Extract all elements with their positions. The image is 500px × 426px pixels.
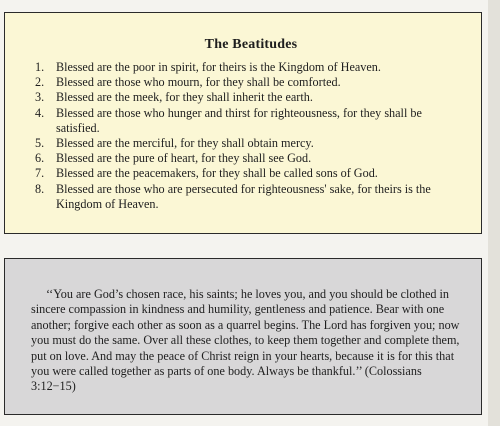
beatitude-number: 8. (35, 181, 45, 196)
beatitude-item (35, 106, 467, 136)
beatitude-text: Blessed are those who mourn, for they shall be comforted. (56, 75, 341, 90)
beatitude-item (35, 90, 467, 105)
beatitude-text: Blessed are those who are persecuted for righteousness' sake, for theirs is the Kingdom of Heaven. (56, 181, 431, 211)
beatitude-text: Blessed are those who hunger and thirst for righteousness, for they shall be satisfied. (56, 105, 422, 135)
colossians-quote: ‘‘You are God’s chosen race, his saints; he loves you, and you should be clothed in sincere compassion in kindness and humility, gentleness and patience. Bear with one another; forgive each other as soon as a quarrel begins. The Lord has forgiven you; now you must do the same. Over all these clothes, to keep them together and complete them, put on love. And may the peace of Christ reign in your hearts, because it is for this that you were called together as parts of one body. Always be thankful.’’ (Colossians 3:12−15) (31, 287, 460, 394)
beatitude-text: Blessed are the pure of heart, for they shall see God. (56, 151, 312, 166)
beatitude-item (35, 166, 467, 181)
beatitude-number: 4. (35, 105, 45, 120)
beatitude-text: Blessed are the merciful, for they shall obtain mercy. (56, 136, 314, 151)
beatitude-number: 2. (35, 75, 45, 90)
beatitudes-box (4, 12, 482, 234)
beatitude-item (35, 151, 467, 166)
beatitude-item (35, 182, 467, 212)
beatitude-text: Blessed are the poor in spirit, for theirs is the Kingdom of Heaven. (56, 60, 381, 74)
beatitudes-list (35, 60, 467, 212)
beatitude-text: Blessed are the peacemakers, for they shall be called sons of God. (56, 166, 378, 181)
page-edge (488, 0, 500, 426)
beatitude-number: 6. (35, 151, 45, 166)
beatitude-number: 1. (35, 60, 45, 74)
beatitude-number: 5. (35, 136, 45, 151)
beatitude-item (35, 60, 467, 75)
beatitude-item (35, 75, 467, 90)
beatitude-text: Blessed are the meek, for they shall inherit the earth. (56, 90, 313, 105)
beatitude-item (35, 136, 467, 151)
beatitudes-title: The Beatitudes (204, 37, 298, 52)
beatitude-number: 7. (35, 166, 45, 181)
beatitude-number: 3. (35, 90, 45, 105)
colossians-quote-box (4, 258, 482, 415)
